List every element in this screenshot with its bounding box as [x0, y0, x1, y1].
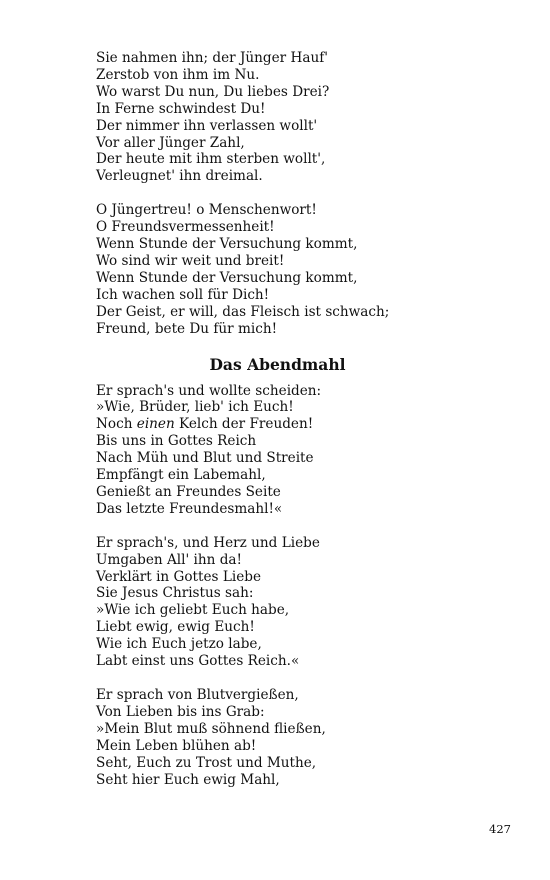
verse-line: »Wie ich geliebt Euch habe,: [96, 602, 290, 619]
verse-text: Noch: [96, 416, 137, 433]
verse-line: O Jüngertreu! o Menschenwort!: [96, 202, 317, 219]
page-content: [96, 50, 496, 788]
verse-line: Genießt an Freundes Seite: [96, 483, 281, 500]
verse-line: Er sprach's, und Herz und Liebe: [96, 534, 320, 551]
verse-line: Wo sind wir weit und breit!: [96, 252, 285, 269]
verse-line: Labt einst uns Gottes Reich.«: [96, 653, 300, 670]
verse-line: Er sprach's und wollte scheiden:: [96, 382, 322, 399]
verse-line: Mein Leben blühen ab!: [96, 737, 257, 754]
verse-line: Der nimmer ihn verlassen wollt': [96, 117, 318, 134]
stanza: [96, 535, 496, 670]
verse-line: [96, 416, 496, 433]
verse-line: Zerstob von ihm im Nu.: [96, 66, 260, 83]
verse-line: Ich wachen soll für Dich!: [96, 286, 270, 303]
verse-line: Wie ich Euch jetzo labe,: [96, 636, 262, 653]
stanza-gap: [96, 518, 496, 535]
verse-line: Freund, bete Du für mich!: [96, 320, 278, 337]
page-number: 427: [489, 822, 511, 836]
verse-line: Der Geist, er will, das Fleisch ist schwach;: [96, 303, 390, 320]
poem-title: Das Abendmahl: [209, 354, 346, 374]
verse-line: Bis uns in Gottes Reich: [96, 433, 257, 450]
verse-line: Seht, Euch zu Trost und Muthe,: [96, 754, 317, 771]
verse-line: »Mein Blut muß söhnend fließen,: [96, 720, 326, 737]
verse-line: In Ferne schwindest Du!: [96, 100, 266, 117]
verse-line: Wenn Stunde der Versuchung kommt,: [96, 236, 358, 253]
verse-line: Verleugnet' ihn dreimal.: [96, 168, 263, 185]
verse-line: Wenn Stunde der Versuchung kommt,: [96, 269, 358, 286]
verse-line: Sie nahmen ihn; der Jünger Hauf': [96, 50, 328, 66]
verse-line: Umgaben All' ihn da!: [96, 551, 242, 568]
stanza: [96, 687, 496, 788]
verse-line: Wo warst Du nun, Du liebes Drei?: [96, 83, 330, 100]
verse-line: Der heute mit ihm sterben wollt',: [96, 151, 326, 168]
verse-line: Liebt ewig, ewig Euch!: [96, 619, 255, 636]
verse-line: Seht hier Euch ewig Mahl,: [96, 771, 280, 788]
verse-line: Nach Müh und Blut und Streite: [96, 450, 314, 467]
verse-line: Vor aller Jünger Zahl,: [96, 134, 245, 151]
stanza-gap: [96, 670, 496, 687]
stanza: [96, 50, 496, 185]
verse-line: O Freundsvermessenheit!: [96, 219, 275, 236]
verse-line: Er sprach von Blutvergießen,: [96, 687, 299, 703]
stanza: [96, 383, 496, 518]
verse-line: Verklärt in Gottes Liebe: [96, 568, 261, 585]
verse-text: Kelch der Freuden!: [174, 416, 314, 433]
verse-line: Sie Jesus Christus sah:: [96, 585, 254, 602]
verse-line: Von Lieben bis ins Grab:: [96, 703, 265, 720]
verse-line: Empfängt ein Labemahl,: [96, 467, 266, 484]
stanza: [96, 202, 496, 337]
verse-line: »Wie, Brüder, lieb' ich Euch!: [96, 399, 294, 416]
emphasized-word: einen: [136, 416, 175, 433]
verse-line: Das letzte Freundesmahl!«: [96, 500, 283, 517]
stanza-gap: [96, 185, 496, 202]
